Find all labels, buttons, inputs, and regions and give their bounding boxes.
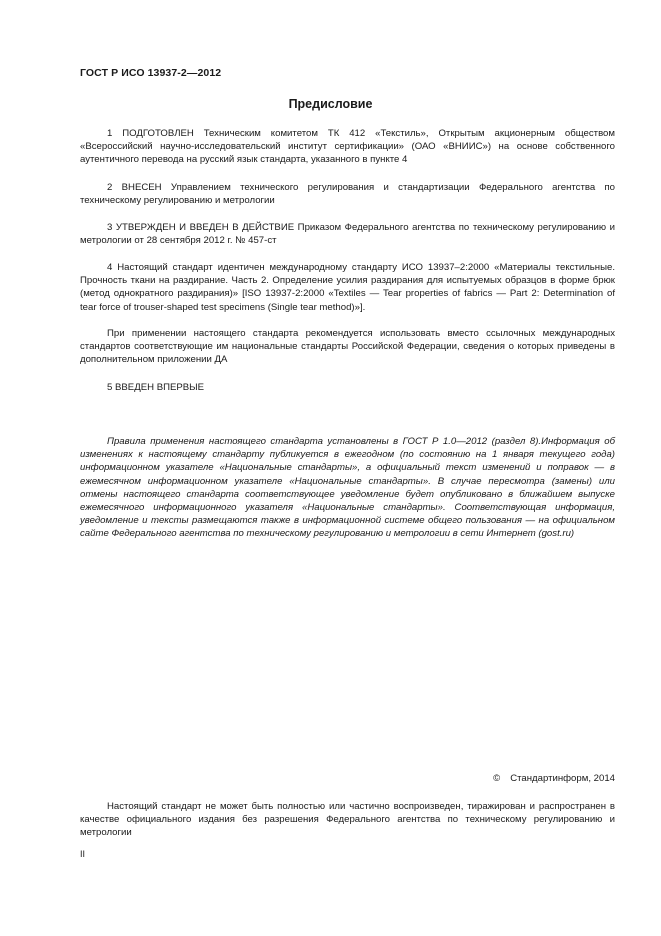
copyright-symbol: © — [493, 773, 501, 784]
rules-notice: Правила применения настоящего стандарта установлены в ГОСТ Р 1.0—2012 (раздел 8).Информация об изменениях к настоящему стандарту публикуется в ежегодном (по состоянию на 1 января текущего года) информационном указателе «Национальные стандарты», а официальный текст изменений и поправок — в ежемесячном информационном указателе «Национальные стандарты». В случае пересмотра (замены) или отмены настоящего стандарта соответствующее уведомление будет опубликовано в ближайшем выпуске ежемесячного информационного указателя «Национальные стандарты». Соответствующая информация, уведомление и тексты размещаются также в информационной системе общего пользования — на официальном сайте Федерального агентства по техническому регулированию и метрологии в сети Интернет (gost.ru) — [80, 436, 615, 540]
preface-item-1: 1 ПОДГОТОВЛЕН Техническим комитетом ТК 412 «Текстиль», Открытым акционерным обществом «Всероссийский научно-исследовательский институт сертификации» (ОАО «ВНИИС») на основе собственного аутентичного перевода на русский язык стандарта, указанного в пункте 4 — [80, 128, 615, 166]
copyright-line — [493, 773, 615, 784]
preface-item-4-note: При применении настоящего стандарта рекомендуется использовать вместо ссылочных международных стандартов соответствующие им национальные стандарты Российской Федерации, сведения о которых приведены в дополнительном приложении ДА — [80, 328, 615, 366]
standard-code-header: ГОСТ Р ИСО 13937-2—2012 — [80, 67, 222, 79]
reproduction-notice: Настоящий стандарт не может быть полностью или частично воспроизведен, тиражирован и распространен в качестве официального издания без разрешения Федерального агентства по техническому регулированию и метрологии — [80, 801, 615, 839]
preface-item-2: 2 ВНЕСЕН Управлением технического регулирования и стандартизации Федерального агентства по техническому регулированию и метрологии — [80, 182, 615, 207]
copyright-text: Стандартинформ, 2014 — [510, 773, 615, 784]
preface-item-4: 4 Настоящий стандарт идентичен международному стандарту ИСО 13937–2:2000 «Материалы текстильные. Прочность ткани на раздирание. Часть 2. Определение усилия раздирания для испытуемых образцов в форме брюк (метод однократного раздирания)» [ISO 13937-2:2000 «Textiles — Tear properties of fabrics — Part 2: Determination of tear force of trouser-shaped test specimens (Single tear method)»]. — [80, 262, 615, 313]
page-number: II — [80, 849, 86, 859]
page-title: Предисловие — [288, 97, 373, 111]
preface-item-3: 3 УТВЕРЖДЕН И ВВЕДЕН В ДЕЙСТВИЕ Приказом Федерального агентства по техническому регулированию и метрологии от 28 сентября 2012 г. № 457-ст — [80, 222, 615, 247]
preface-item-5: 5 ВВЕДЕН ВПЕРВЫЕ — [107, 382, 205, 393]
